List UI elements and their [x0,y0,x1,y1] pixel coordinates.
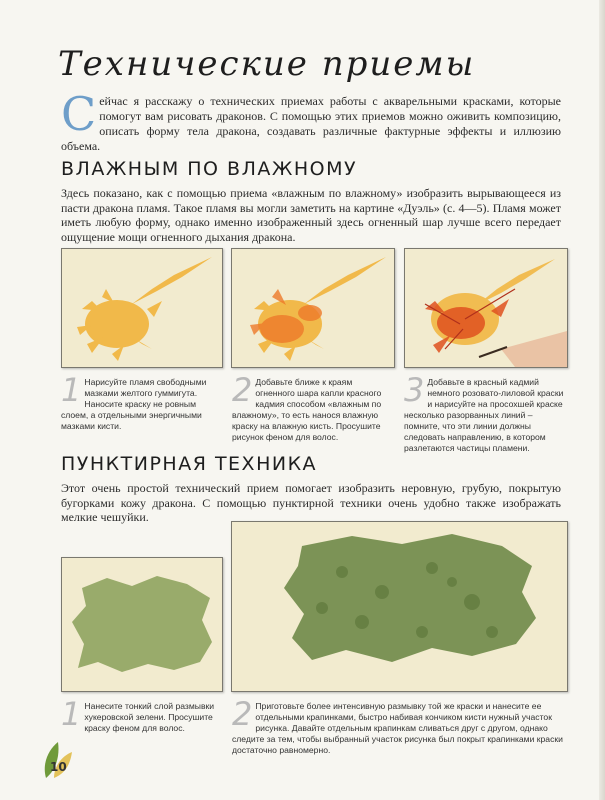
step-stipple-2-text: Приготовьте более интенсивную размывку той же краски и нанесите ее отдельными крапинками, быстро набивая кончиком кисти нужный участок рисунка. Давайте отдельным крапинкам сливаться друг с другом, однако следите за тем, чтобы выбранный участок рисунка был покрыт крапинками краски достаточно равномерно. [232,701,563,755]
flame-illustration-step-3 [404,248,568,368]
step-stipple-1-number: 1 [61,695,82,733]
step-stipple-1-text: Нанесите тонкий слой размывки хукеровской зелени. Просушите краску феном для волос. [84,701,215,733]
intro-dropcap: С [61,87,97,141]
section-text-stipple: Этот очень простой технический прием помогает изобразить неровную, грубую, покрытую бугорками кожу дракона. С помощью пунктирной техники очень удобно также изображать мелкие чешуйки. [61,481,561,524]
step-stipple-1 [61,695,221,734]
section-text-wet: Здесь показано, как с помощью приема «влажным по влажному» изобразить вырывающееся из пасти дракона пламя. Такое пламя вы могли заметить на картине «Дуэль» (с. 4—5). Пламя может иметь любую форму, однако именно изображенный здесь огненный шар лучше всего передает ощущение мощи огненного дыхания дракона. [61,186,561,244]
intro-paragraph [61,87,561,154]
step-stipple-2-number: 2 [232,695,253,733]
flame-illustration-step-2 [231,248,395,368]
step-wet-2-text: Добавьте ближе к краям огненного шара капли красного кадмия способом «влажным по влажному», то есть нанося влажную краску на влажную кисть. Просушите рисунок феном для волос. [232,377,382,442]
step-wet-1 [61,371,221,432]
step-wet-3 [404,371,566,454]
step-wet-1-number: 1 [61,371,82,409]
texture-illustration-step-1 [61,557,223,692]
page-number: 10 [50,760,67,774]
step-stipple-2 [232,695,566,756]
texture-illustration-step-2 [231,521,568,692]
page-title: Технические приемы [58,44,476,84]
step-wet-3-number: 3 [404,371,425,409]
flame-illustration-step-1 [61,248,223,368]
step-wet-2 [232,371,394,443]
step-wet-1-text: Нарисуйте пламя свободными мазками желтого гуммигута. Наносите краску не ровным слоем, а отдельными энергичными мазками кисти. [61,377,207,431]
section-heading-stipple: ПУНКТИРНАЯ ТЕХНИКА [61,453,318,475]
step-wet-2-number: 2 [232,371,253,409]
section-heading-wet: ВЛАЖНЫМ ПО ВЛАЖНОМУ [61,158,358,180]
intro-text: ейчас я расскажу о технических приемах работы с акварельными красками, которые помогут вам рисовать драконов. С помощью этих приемов можно оживить композицию, описать форму тела дракона, создавать различные фактурные эффекты и иллюзию объема. [61,94,561,153]
step-wet-3-text: Добавьте в красный кадмий немного розовато-лиловой краски и нарисуйте на просохшей краске несколько разорванных линий – помните, что эти линии должны следовать направлению, в котором разлетаются частицы пламени. [404,377,564,453]
page-edge [599,0,605,800]
